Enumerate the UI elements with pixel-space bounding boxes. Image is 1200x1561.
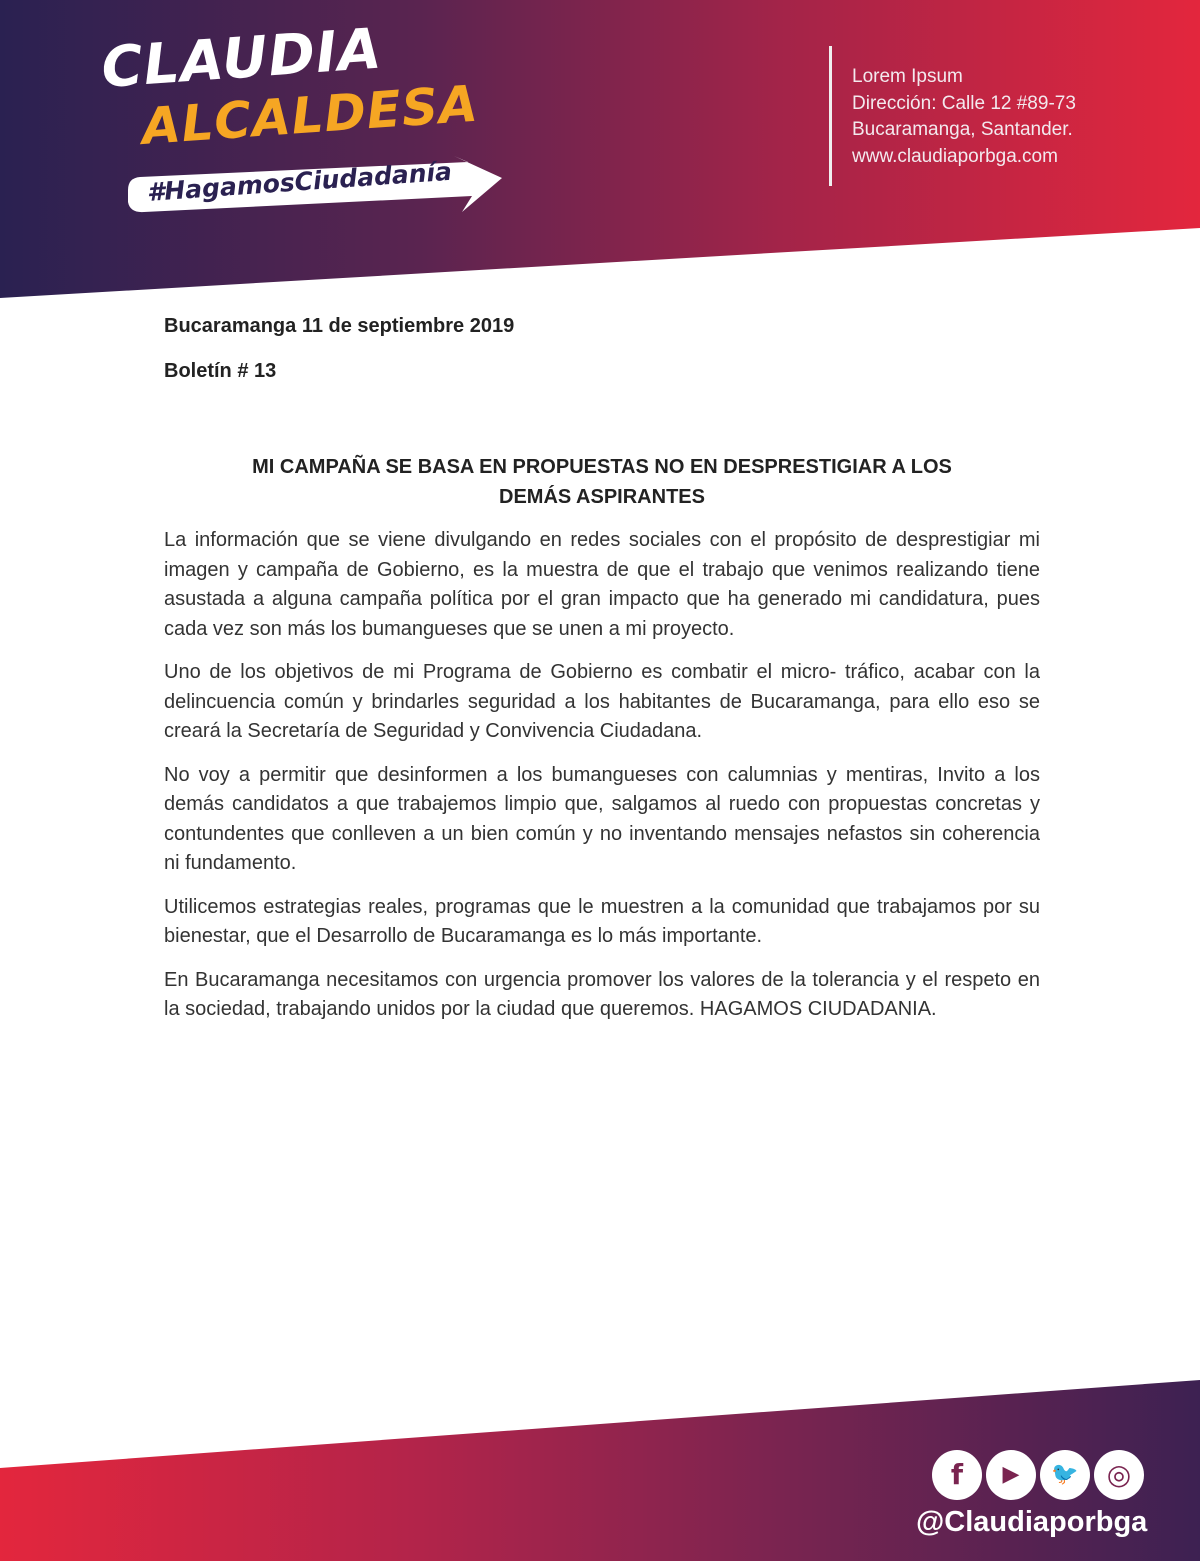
contact-block xyxy=(852,64,1076,170)
hashtag-banner xyxy=(122,156,502,226)
hashtag-text: #HagamosCiudadanía xyxy=(145,156,453,207)
twitter-icon[interactable]: 🐦 xyxy=(1040,1450,1090,1500)
logo-name: CLAUDIA xyxy=(99,16,385,102)
contact-name: Lorem Ipsum xyxy=(852,66,963,87)
paragraph-3: No voy a permitir que desinformen a los bumangueses con calumnias y mentiras, Invito a los demás candidatos a que trabajemos limpio que, salgamos al ruedo con propuestas concretas y contundentes que conlleven a un bien común y no inventando mensajes nefastos sin coherencia ni fundamento. xyxy=(164,763,1040,874)
contact-website[interactable]: www.claudiaporbga.com xyxy=(852,145,1058,167)
youtube-icon[interactable]: ▶ xyxy=(986,1450,1036,1500)
date-line: Bucaramanga 11 de septiembre 2019 xyxy=(164,315,515,337)
paragraph-5: En Bucaramanga necesitamos con urgencia promover los valores de la tolerancia y el respeto en la sociedad, trabajando unidos por la ciudad que queremos. HAGAMOS CIUDADANIA. xyxy=(164,968,1040,1020)
document-title xyxy=(164,452,1040,512)
paragraph-4: Utilicemos estrategias reales, programas que le muestren a la comunidad que trabajamos por su bienestar, que el Desarrollo de Bucaramanga es lo más importante. xyxy=(164,895,1040,947)
instagram-icon[interactable]: ◎ xyxy=(1094,1450,1144,1500)
paragraph-1: La información que se viene divulgando en redes sociales con el propósito de desprestigiar mi imagen y campaña de Gobierno, es la muestra de que el trabajo que venimos realizando tiene asustada a alguna campaña política por el gran impacto que ha generado mi candidatura, pues cada vez son más los bumangueses que se unen a mi proyecto. xyxy=(164,529,1040,640)
social-handle[interactable]: @Claudiaporbga xyxy=(916,1506,1148,1538)
title-line-2: DEMÁS ASPIRANTES xyxy=(499,486,705,508)
facebook-icon[interactable]: f xyxy=(932,1450,982,1500)
social-icons xyxy=(932,1450,1152,1502)
title-line-1: MI CAMPAÑA SE BASA EN PROPUESTAS NO EN DESPRESTIGIAR A LOS xyxy=(252,456,952,478)
contact-address: Dirección: Calle 12 #89-73 xyxy=(852,92,1076,114)
bulletin-number: Boletín # 13 xyxy=(164,360,277,382)
document-body xyxy=(164,526,1040,1039)
header-divider xyxy=(829,46,832,186)
contact-city: Bucaramanga, Santander. xyxy=(852,119,1073,140)
logo-title: ALCALDESA xyxy=(139,74,481,156)
paragraph-2: Uno de los objetivos de mi Programa de Gobierno es combatir el micro- tráfico, acabar con la delincuencia común y brindarles seguridad a los habitantes de Bucaramanga, para ello eso se creará la Secretaría de Seguridad y Convivencia Ciudadana. xyxy=(164,661,1040,742)
campaign-logo xyxy=(99,16,504,226)
